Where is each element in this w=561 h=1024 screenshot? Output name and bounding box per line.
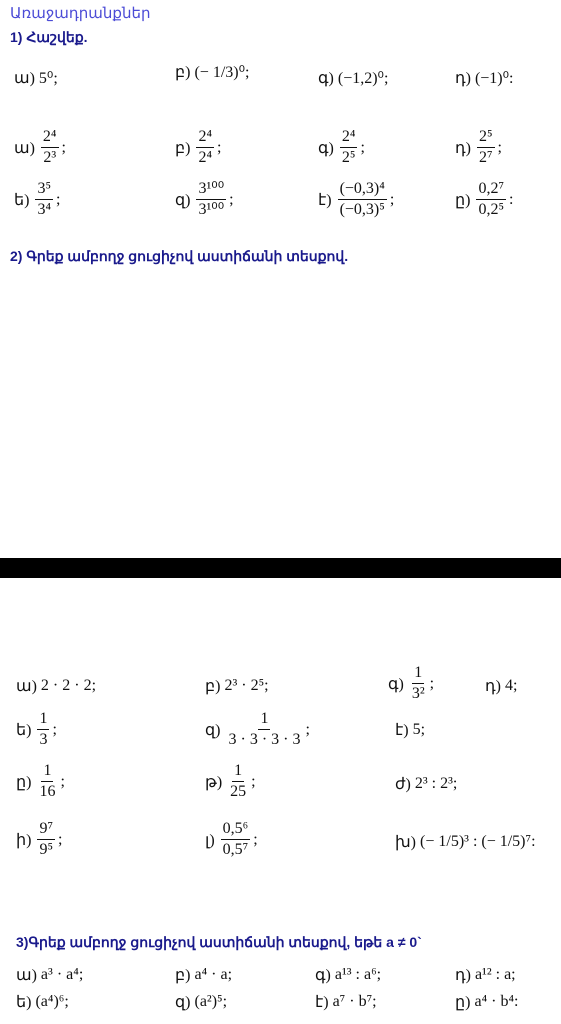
s2-r1-c: գ) $\frac{1}{\text{3²}}$ ; bbox=[388, 664, 435, 702]
s1-r3-b: զ) $\frac{\text{3¹⁰⁰}}{\text{3¹⁰⁰}}$ ; bbox=[175, 180, 234, 218]
page-title: Առաջադրանքներ bbox=[10, 5, 151, 22]
s1-r3-a: ե) $\frac{\text{3⁵}}{\text{3⁴}}$ ; bbox=[14, 180, 61, 218]
s2-r3-a: ը) $\frac{1}{16}$ ; bbox=[16, 762, 65, 800]
s3-r2-c: է) a⁷ · b⁷; bbox=[315, 993, 377, 1011]
s1-r1-c: գ) (−1,2)⁰; bbox=[318, 70, 389, 87]
s1-r1-a: ա) 5⁰; bbox=[14, 70, 58, 87]
task-1-heading: 1) Հաշվեք. bbox=[10, 29, 88, 45]
s3-r2-a: ե) (a⁴)⁶; bbox=[16, 993, 69, 1011]
s2-r4-a: ի) $\frac{\text{9⁷}}{\text{9⁵}}$ ; bbox=[16, 820, 63, 858]
s1-r2-b: բ) $\frac{\text{2⁴}}{\text{2⁴}}$ ; bbox=[175, 128, 222, 166]
s1-r1-d: դ) (−1)⁰: bbox=[455, 70, 514, 87]
s1-r2-c: գ) $\frac{\text{2⁴}}{\text{2⁵}}$ ; bbox=[318, 128, 365, 166]
s2-r3-c: ժ) 2³ : 2³; bbox=[395, 775, 458, 793]
s3-r2-b: զ) (a²)⁵; bbox=[175, 993, 228, 1011]
s2-r1-d: դ) 4; bbox=[485, 677, 518, 695]
task-3-heading: 3)Գրեք ամբողջ ցուցիչով աստիճանի տեսքով, եթե a ≠ 0` bbox=[16, 934, 422, 950]
s3-r2-d: ը) a⁴ · b⁴: bbox=[455, 993, 519, 1011]
s2-r2-c: է) 5; bbox=[395, 721, 426, 739]
s3-r1-b: բ) a⁴ · a; bbox=[175, 966, 233, 984]
task-2-heading: 2) Գրեք ամբողջ ցուցիչով աստիճանի տեսքով. bbox=[10, 248, 349, 264]
s1-r1-b: բ) (− 1/3)⁰; bbox=[175, 64, 250, 81]
s2-r2-a: ե) $\frac{1}{3}$ ; bbox=[16, 710, 57, 748]
s1-r2-d: դ) $\frac{\text{2⁵}}{\text{2⁷}}$ ; bbox=[455, 128, 502, 166]
s2-r3-b: թ) $\frac{1}{25}$ ; bbox=[205, 762, 256, 800]
s3-r1-a: ա) a³ · a⁴; bbox=[16, 966, 84, 984]
s1-r2-a: ա) $\frac{\text{2⁴}}{\text{2³}}$ ; bbox=[14, 128, 66, 166]
s2-r4-b: լ) $\frac{\text{0,5⁶}}{\text{0,5⁷}}$ ; bbox=[205, 820, 258, 858]
black-band bbox=[0, 558, 561, 578]
s2-r4-c: խ) (− 1/5)³ : (− 1/5)⁷: bbox=[395, 833, 536, 851]
s3-r1-c: գ) a¹³ : a⁶; bbox=[315, 966, 382, 984]
s1-r3-d: ը) $\frac{\text{0,2⁷}}{\text{0,2⁵}}$ : bbox=[455, 180, 514, 218]
s2-r2-b: զ) $\frac{1}{3 \cdot 3 \cdot 3 \cdot 3}$ ; bbox=[205, 710, 310, 748]
s3-r1-d: դ) a¹² : a; bbox=[455, 966, 516, 984]
s2-r1-b: բ) 2³ · 2⁵; bbox=[205, 677, 269, 695]
s1-r3-c: է) $\frac{\text{(−0,3)⁴}}{\text{(−0,3)⁵}}$ ; bbox=[318, 180, 395, 218]
s2-r1-a: ա) 2 · 2 · 2; bbox=[16, 677, 97, 695]
